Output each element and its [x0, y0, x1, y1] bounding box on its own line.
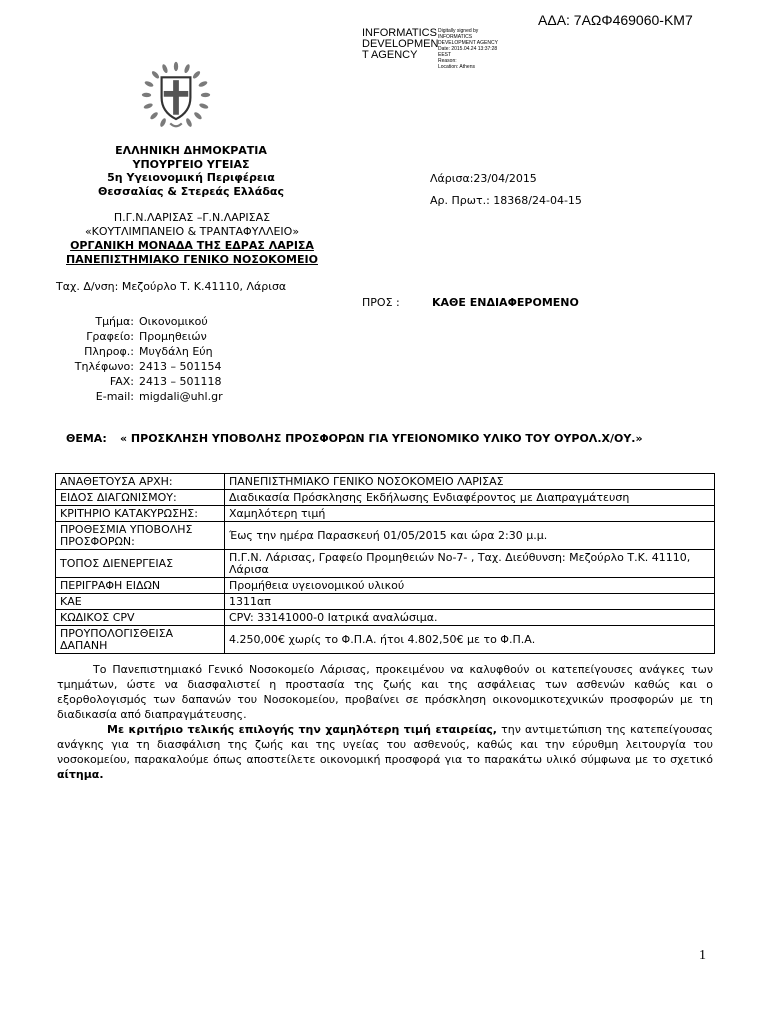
agency-line: T AGENCY: [362, 49, 418, 61]
contact-row: [40, 344, 223, 359]
body-paragraph: [57, 722, 713, 782]
header-line: ΥΠΟΥΡΓΕΙΟ ΥΓΕΙΑΣ: [132, 157, 250, 171]
contact-key: FAX:: [109, 375, 134, 388]
hospital-line: Π.Γ.Ν.ΛΑΡΙΣΑΣ –Γ.Ν.ΛΑΡΙΣΑΣ: [113, 211, 271, 224]
table-value-cell: ΠΑΝΕΠΙΣΤΗΜΙΑΚΟ ΓΕΝΙΚΟ ΝΟΣΟΚΟΜΕΙΟ ΛΑΡΙΣΑΣ: [225, 474, 715, 490]
header-line: 5η Υγειονομική Περιφέρεια: [107, 171, 275, 184]
header-line: ΕΛΛΗΝΙΚΗ ΔΗΜΟΚΡΑΤΙΑ: [115, 144, 267, 157]
contact-row: [40, 314, 223, 329]
hospital-line-underlined: ΠΑΝΕΠΙΣΤΗΜΙΑΚΟ ΓΕΝΙΚΟ ΝΟΣΟΚΟΜΕΙΟ: [66, 253, 318, 266]
table-value-cell: 4.250,00€ χωρίς το Φ.Π.Α. ήτοι 4.802,50€ με το Φ.Π.Α.: [225, 626, 715, 654]
contact-row: [40, 359, 223, 374]
contact-value[interactable]: [139, 389, 223, 404]
table-label-cell: ΚΑΕ: [56, 594, 225, 610]
table-row: [56, 626, 715, 654]
contact-key: Πληροφ.:: [84, 345, 134, 358]
signature-detail: Date: 2015.04.24 13:37:28: [438, 46, 498, 52]
table-label-cell: ΠΡΟΥΠΟΛΟΓΙΣΘΕΙΣΑ ΔΑΠΑΝΗ: [56, 626, 225, 654]
table-label-cell: ΕΙΔΟΣ ΔΙΑΓΩΝΙΣΜΟΥ:: [56, 490, 225, 506]
hospital-line: «ΚΟΥΤΛΙΜΠΑΝΕΙΟ & ΤΡΑΝΤΑΦΥΛΛΕΙΟ»: [84, 225, 300, 238]
paragraph-text: την αντιμετώπιση της κατεπείγουσας ανάγκης για τη διασφάλιση της ζωής και της υγείας του ασθενούς, καθώς και την εύρυθμη λειτουργία του νοσοκομείου, παρακαλούμε όπως αποστείλετε οικονομική προσφορά για το παρακάτω υλικό σύμφωνα με το σχετικό: [57, 723, 713, 766]
table-label-cell: ΠΕΡΙΓΡΑΦΗ ΕΙΔΩΝ: [56, 578, 225, 594]
agency-line: DEVELOPMEN: [362, 38, 439, 50]
body-paragraph: Το Πανεπιστημιακό Γενικό Νοσοκομείο Λάρισας, προκειμένου να καλυφθούν οι κατεπείγουσες ανάγκες των τμημάτων, ώστε να διασφαλιστεί η προστασία της ζωής και της ασφάλειας των ασθενών καθώς και ο εξορθολογισμός των δαπανών του Νοσοκομείου, προβαίνει σε πρόσκληση οικονομικοτεχνικών προσφορών με τη διαδικασία από διαπραγμάτευσης.: [57, 663, 713, 721]
table-row: [56, 578, 715, 594]
bold-phrase: Με κριτήριο τελικής επιλογής την χαμηλότερη τιμή εταιρείας,: [107, 723, 497, 736]
table-value-cell: Προμήθεια υγειονομικού υλικού: [225, 578, 715, 594]
table-row: [56, 594, 715, 610]
bold-phrase: αίτημα.: [57, 768, 104, 781]
ministry-header: [82, 144, 300, 198]
table-label-cell: ΤΟΠΟΣ ΔΙΕΝΕΡΓΕΙΑΣ: [56, 550, 225, 578]
table-label-cell: ΑΝΑΘΕΤΟΥΣΑ ΑΡΧΗ:: [56, 474, 225, 490]
contact-value: Οικονομικού: [139, 315, 208, 328]
hospital-line-underlined: ΟΡΓΑΝΙΚΗ ΜΟΝΑΔΑ ΤΗΣ ΕΔΡΑΣ ΛΑΡΙΣΑ: [70, 239, 314, 252]
table-value-cell: Χαμηλότερη τιμή: [225, 506, 715, 522]
signature-agency: [362, 28, 438, 61]
page-number: 1: [699, 948, 706, 963]
signature-detail: Location: Athens: [438, 64, 475, 70]
contact-key: E-mail:: [95, 390, 134, 403]
ada-code: ΑΔΑ: 7ΑΩΦ469060-ΚΜ7: [538, 12, 693, 28]
table-row: [56, 490, 715, 506]
postal-address: Ταχ. Δ/νση: Μεζούρλο Τ. Κ.41110, Λάρισα: [56, 280, 287, 293]
table-label-cell: ΠΡΟΘΕΣΜΙΑ ΥΠΟΒΟΛΗΣ ΠΡΟΣΦΟΡΩΝ:: [56, 522, 225, 550]
contact-value: Προμηθειών: [139, 330, 207, 343]
subject-text: « ΠΡΟΣΚΛΗΣΗ ΥΠΟΒΟΛΗΣ ΠΡΟΣΦΟΡΩΝ ΓΙΑ ΥΓΕΙΟΝΟΜΙΚΟ ΥΛΙΚΟ ΤΟΥ ΟΥΡΟΛ.Χ/ΟΥ.»: [120, 432, 643, 445]
recipient-label: ΠΡΟΣ :: [362, 296, 400, 309]
table-label-cell: ΚΡΙΤΗΡΙΟ ΚΑΤΑΚΥΡΩΣΗΣ:: [56, 506, 225, 522]
greek-emblem-icon: [140, 60, 212, 132]
agency-line: INFORMATICS: [362, 27, 437, 39]
signature-detail: INFORMATICS: [438, 34, 473, 40]
document-date: Λάρισα:23/04/2015: [430, 172, 537, 185]
table-value-cell: CPV: 33141000-0 Ιατρικά αναλώσιμα.: [225, 610, 715, 626]
body-text: [57, 662, 713, 782]
subject-line: [66, 432, 643, 445]
contact-row: [40, 389, 223, 404]
contact-row: [40, 374, 223, 389]
contact-row: [40, 329, 223, 344]
contact-key: Γραφείο:: [86, 330, 134, 343]
contact-key: Τμήμα:: [95, 315, 134, 328]
table-row: [56, 610, 715, 626]
protocol-number: Αρ. Πρωτ.: 18368/24-04-15: [430, 194, 582, 207]
table-value-cell: Έως την ημέρα Παρασκευή 01/05/2015 και ώρα 2:30 μ.μ.: [225, 522, 715, 550]
digital-signature-details: [438, 28, 498, 70]
header-line: Θεσσαλίας & Στερεάς Ελλάδας: [98, 184, 284, 198]
email-link[interactable]: migdali@uhl.gr: [139, 390, 223, 403]
table-row: [56, 474, 715, 490]
table-value-cell: 1311απ: [225, 594, 715, 610]
signature-detail: EEST: [438, 52, 452, 58]
table-row: [56, 522, 715, 550]
table-row: [56, 506, 715, 522]
subject-label: ΘΕΜΑ:: [66, 432, 107, 445]
hospital-block: [40, 211, 344, 267]
contact-value: 2413 – 501118: [139, 375, 222, 388]
recipient-value: ΚΑΘΕ ΕΝΔΙΑΦΕΡΟΜΕΝΟ: [432, 296, 579, 309]
contact-value: Μυγδάλη Εύη: [139, 345, 213, 358]
table-value-cell: Διαδικασία Πρόσκλησης Εκδήλωσης Ενδιαφέροντος με Διαπραγμάτευση: [225, 490, 715, 506]
signature-detail: Reason:: [438, 58, 457, 64]
procurement-info-table: [55, 473, 715, 654]
table-value-cell: Π.Γ.Ν. Λάρισας, Γραφείο Προμηθειών Νο-7- , Ταχ. Διεύθυνση: Μεζούρλο Τ.Κ. 41110, Λάρισα: [225, 550, 715, 578]
signature-detail: Digitally signed by: [438, 28, 479, 34]
contact-value: 2413 – 501154: [139, 360, 222, 373]
table-label-cell: ΚΩΔΙΚΟΣ CPV: [56, 610, 225, 626]
table-row: [56, 550, 715, 578]
signature-detail: DEVELOPMENT AGENCY: [438, 40, 498, 46]
contact-key: Τηλέφωνο:: [74, 360, 134, 373]
contact-details: [40, 314, 223, 404]
